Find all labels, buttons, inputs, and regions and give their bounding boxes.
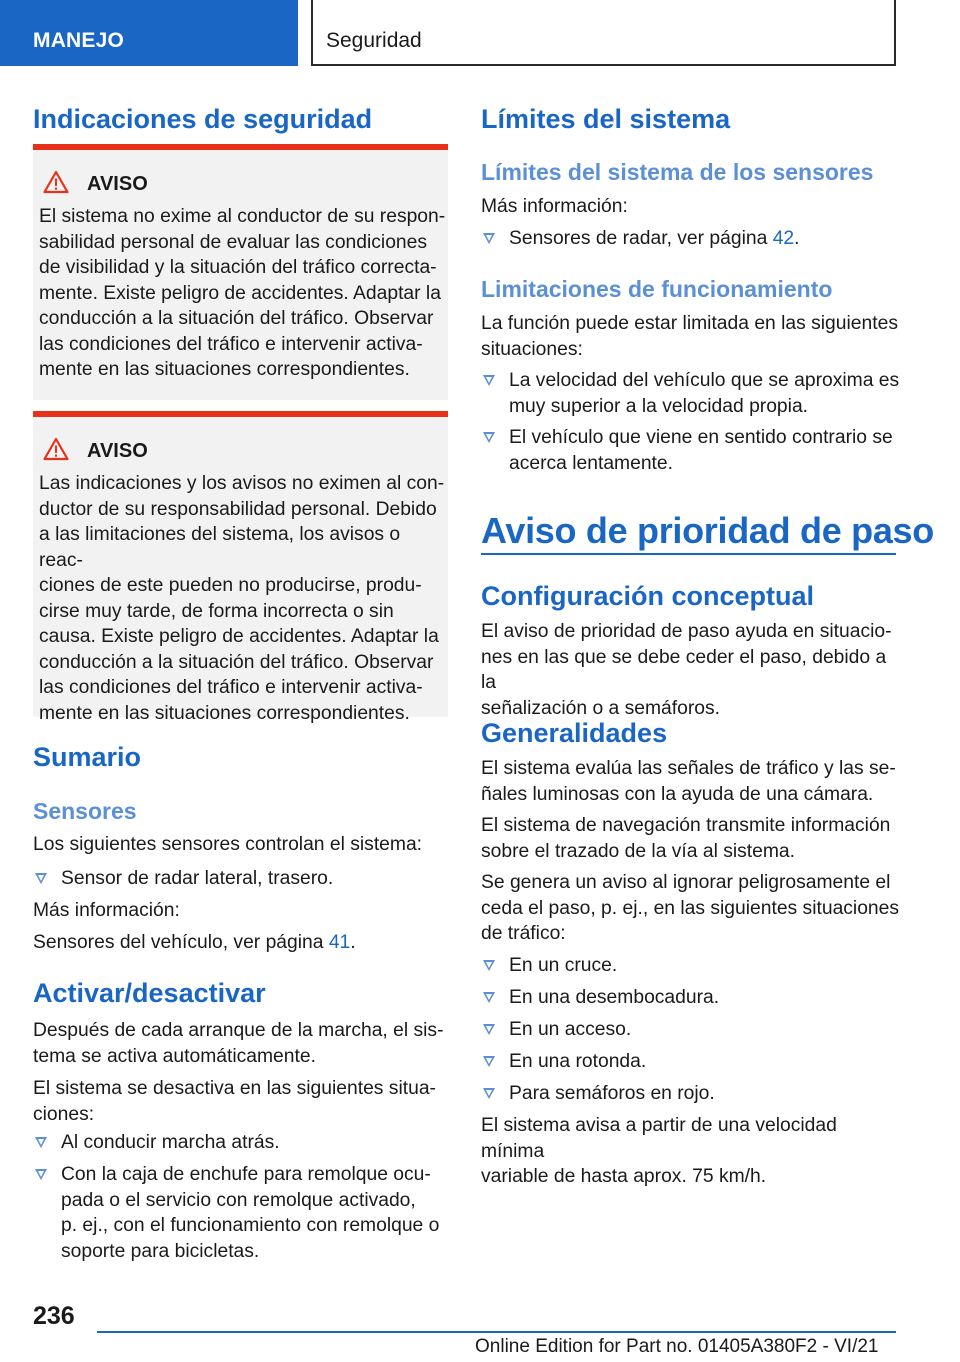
sensores-heading: Sensores <box>33 798 137 824</box>
sensores-reference: Sensores del vehículo, ver página 41. <box>33 932 356 953</box>
config-paragraph <box>481 619 901 721</box>
page-link[interactable]: 42 <box>772 228 795 249</box>
chapter-tab <box>311 0 896 66</box>
list-item-text: Sensor de radar lateral, trasero. <box>61 868 334 889</box>
general-paragraph-1 <box>481 756 901 807</box>
limites-heading: Límites del sistema <box>481 104 731 134</box>
limitaciones-intro <box>481 311 901 362</box>
safety-title: Indicaciones de seguridad <box>33 104 373 134</box>
list-item-text: Al conducir marcha atrás. <box>61 1132 280 1153</box>
list-item <box>481 368 901 419</box>
text-line: situaciones: <box>481 338 583 360</box>
warning-text <box>39 204 447 383</box>
text-line: El sistema de navegación transmite información <box>481 815 891 836</box>
bullet-triangle-icon <box>483 1088 495 1099</box>
text-line: La función puede estar limitada en las siguientes <box>481 313 898 334</box>
page-number: 236 <box>33 1302 75 1330</box>
text-line: ceda el paso, p. ej., en las siguientes situaciones <box>481 897 900 919</box>
activar-heading: Activar/desactivar <box>33 978 266 1008</box>
config-heading: Configuración conceptual <box>481 581 815 611</box>
footer-rule <box>97 1331 896 1333</box>
text-line: ñales luminosas con la ayuda de una cámara. <box>481 783 874 805</box>
text-line: La velocidad del vehículo que se aproxima es <box>509 370 900 391</box>
generalidades-heading: Generalidades <box>481 718 668 748</box>
text-line: soporte para bicicletas. <box>61 1240 260 1262</box>
text-line: variable de hasta aprox. 75 km/h. <box>481 1166 767 1187</box>
text-line: acerca lentamente. <box>509 452 673 474</box>
bullet-triangle-icon <box>483 233 495 244</box>
more-info-label: Más información: <box>481 196 628 217</box>
reference-text: Sensores del vehículo, ver página <box>33 932 329 953</box>
sensores-intro: Los siguientes sensores controlan el sistema: <box>33 834 423 855</box>
warning-line: conducción a la situación del tráfico. Observar <box>39 308 434 329</box>
more-info-label: Más información: <box>33 900 180 921</box>
bullet-triangle-icon <box>483 960 495 971</box>
warning-triangle-icon <box>43 437 69 461</box>
warning-text <box>39 471 447 726</box>
warning-line: las condiciones del tráfico e intervenir activa- <box>39 677 423 698</box>
heading-rule <box>481 553 896 555</box>
list-item <box>33 866 453 892</box>
edition-version: VI/21 <box>834 1336 879 1357</box>
warning-label: AVISO <box>87 173 148 195</box>
list-item <box>481 1081 901 1107</box>
list-item-text: En una rotonda. <box>509 1051 647 1072</box>
warning-line: las condiciones del tráfico e intervenir activa- <box>39 333 423 355</box>
warning-triangle-icon <box>43 170 69 194</box>
text-line: nes en las que se debe ceder el paso, debido a la <box>481 646 887 693</box>
list-item <box>481 1017 901 1043</box>
warning-line: mente en las situaciones correspondientes. <box>39 359 410 380</box>
warning-label: AVISO <box>87 440 148 462</box>
activar-paragraph-1 <box>33 1018 453 1069</box>
list-item <box>481 1049 901 1075</box>
warning-line: a las limitaciones del sistema, los avisos o reac- <box>39 524 401 571</box>
warning-line: sabilidad personal de evaluar las condiciones <box>39 231 428 253</box>
text-line: p. ej., con el funcionamiento con remolque o <box>61 1215 440 1236</box>
text-line: El sistema evalúa las señales de tráfico y las se- <box>481 758 896 779</box>
bullet-triangle-icon <box>483 992 495 1003</box>
list-item <box>481 985 901 1011</box>
warning-line: mente en las situaciones correspondientes. <box>39 702 410 724</box>
bullet-triangle-icon <box>35 1137 47 1148</box>
text-line: ciones: <box>33 1103 95 1125</box>
text-line: El sistema se desactiva en las siguientes situa- <box>33 1078 436 1099</box>
text-line: de tráfico: <box>481 923 566 944</box>
list-item <box>481 425 901 476</box>
activar-paragraph-2 <box>33 1076 453 1127</box>
warning-line: El sistema no exime al conductor de su respon- <box>39 206 446 227</box>
chapter-label: Seguridad <box>326 29 422 52</box>
sumario-heading: Sumario <box>33 742 142 772</box>
warning-line: ciones de este pueden no producirse, produ- <box>39 575 422 596</box>
aviso-prioridad-heading: Aviso de prioridad de paso <box>481 510 934 551</box>
text-line: Con la caja de enchufe para remolque ocu- <box>61 1164 431 1185</box>
warning-line: cirse muy tarde, de forma incorrecta o sin <box>39 600 394 622</box>
warning-line: causa. Existe peligro de accidentes. Adaptar la <box>39 626 439 647</box>
footer-edition <box>475 1336 879 1358</box>
bullet-triangle-icon <box>35 873 47 884</box>
text-line: Se genera un aviso al ignorar peligrosamente el <box>481 872 891 893</box>
bullet-triangle-icon <box>483 1024 495 1035</box>
edition-separator: - <box>822 1336 829 1357</box>
limitaciones-heading: Limitaciones de funcionamiento <box>481 276 833 302</box>
text-line: El aviso de prioridad de paso ayuda en situacio- <box>481 621 892 642</box>
section-tab <box>0 0 298 66</box>
list-item-text: Para semáforos en rojo. <box>509 1083 715 1104</box>
list-item <box>33 1130 453 1156</box>
text-line: Después de cada arranque de la marcha, el sis- <box>33 1020 444 1041</box>
bullet-triangle-icon <box>483 375 495 386</box>
bullet-triangle-icon <box>35 1169 47 1180</box>
warning-line: de visibilidad y la situación del tráfico correcta- <box>39 257 437 278</box>
list-item <box>481 953 901 979</box>
warning-line: conducción a la situación del tráfico. Observar <box>39 651 434 673</box>
bullet-triangle-icon <box>483 1056 495 1067</box>
general-paragraph-3 <box>481 870 901 947</box>
warning-line: ductor de su responsabilidad personal. Debido <box>39 498 437 520</box>
list-item-text: En un cruce. <box>509 955 618 976</box>
edition-text: Online Edition for Part no. 01405A380F2 <box>475 1336 818 1357</box>
bullet-triangle-icon <box>483 432 495 443</box>
text-line: El sistema avisa a partir de una velocidad mínima <box>481 1115 837 1162</box>
text-line: pada o el servicio con remolque activado, <box>61 1189 416 1211</box>
warning-box-1 <box>33 144 448 400</box>
limites-sensores-heading: Límites del sistema de los sensores <box>481 159 874 185</box>
text-line: sobre el trazado de la vía al sistema. <box>481 840 796 862</box>
final-paragraph <box>481 1113 901 1190</box>
text-line: tema se activa automáticamente. <box>33 1045 316 1067</box>
general-paragraph-2 <box>481 813 901 864</box>
reference-text: Sensores de radar, ver página <box>509 228 773 249</box>
list-item: Sensores de radar, ver página 42. <box>481 226 901 252</box>
page-link[interactable]: 41 <box>328 932 351 953</box>
list-item-text: En una desembocadura. <box>509 987 720 1008</box>
warning-box-2 <box>33 411 448 724</box>
list-item <box>33 1162 453 1264</box>
list-item-text: En un acceso. <box>509 1019 632 1040</box>
section-label: MANEJO <box>33 29 125 52</box>
warning-line: Las indicaciones y los avisos no eximen al con- <box>39 473 445 494</box>
warning-line: mente. Existe peligro de accidentes. Adaptar la <box>39 282 441 304</box>
text-line: señalización o a semáforos. <box>481 697 721 719</box>
text-line: El vehículo que viene en sentido contrario se <box>509 427 893 448</box>
text-line: muy superior a la velocidad propia. <box>509 395 809 417</box>
